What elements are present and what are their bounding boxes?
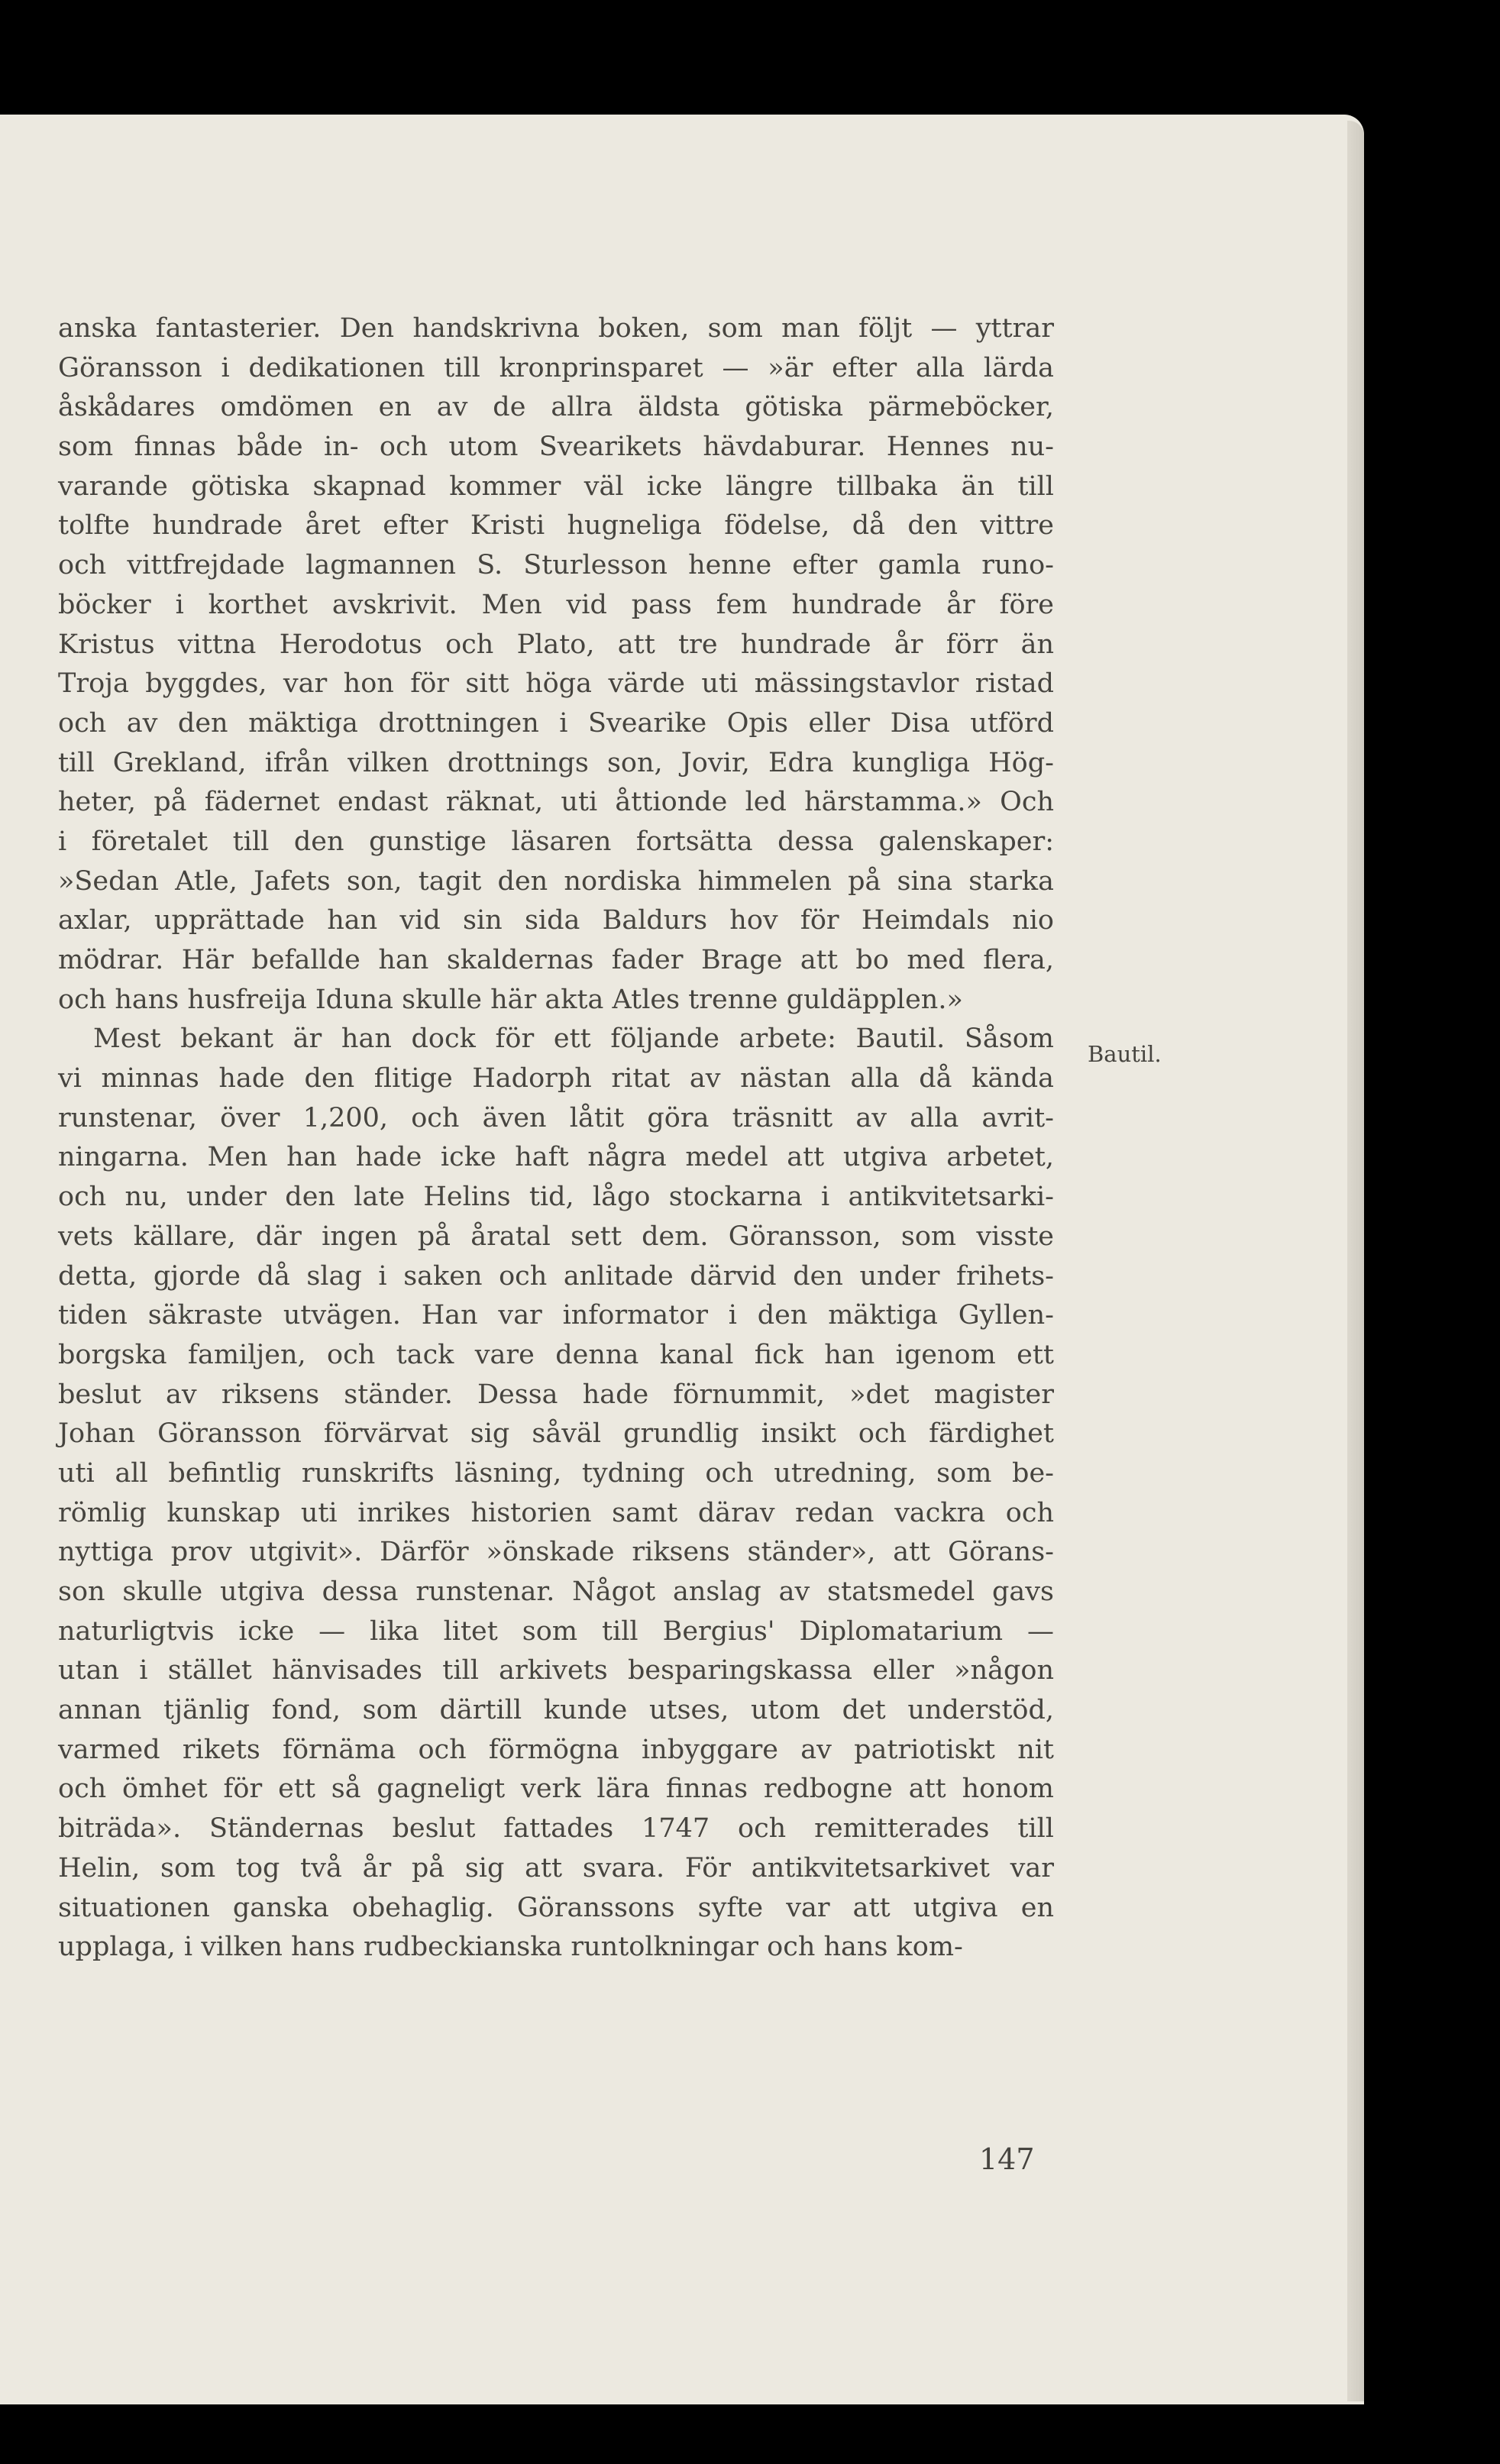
text-line: »Sedan Atle, Jafets son, tagit den nordiska himmelen på sina starka <box>58 865 1054 897</box>
text-line: upplaga, i vilken hans rudbeckianska runtolkningar och hans kom- <box>58 1932 963 1963</box>
text-line: heter, på fädernet endast räknat, uti åttionde led härstamma.» Och <box>58 787 1054 818</box>
text-line: axlar, upprättade han vid sin sida Baldurs hov för Heimdals nio <box>58 905 1054 936</box>
text-line: runstenar, över 1,200, och även låtit göra träsnitt av alla avrit- <box>58 1102 1054 1133</box>
text-line: detta, gjorde då slag i saken och anlitade därvid den under frihets- <box>58 1260 1054 1292</box>
text-line: son skulle utgiva dessa runstenar. Något anslag av statsmedel gavs <box>58 1576 1054 1607</box>
text-line: römlig kunskap uti inrikes historien samt därav redan vackra och <box>58 1497 1054 1528</box>
text-line: uti all befintlig runskrifts läsning, tydning och utredning, som be- <box>58 1457 1054 1489</box>
text-line: till Grekland, ifrån vilken drottnings son, Jovir, Edra kungliga Hög- <box>58 747 1054 778</box>
text-line: Helin, som tog två år på sig att svara. För antikvitetsarkivet var <box>58 1852 1054 1884</box>
text-line: böcker i korthet avskrivit. Men vid pass fem hundrade år före <box>58 589 1054 620</box>
text-line: naturligtvis icke — lika litet som till Bergius' Diplomatarium — <box>58 1615 1054 1647</box>
text-line: varande götiska skapnad kommer väl icke längre tillbaka än till <box>58 470 1054 502</box>
text-line: och ömhet för ett så gagneligt verk lära finnas redbogne att honom <box>58 1774 1054 1805</box>
text-line: Troja byggdes, var hon för sitt höga värde uti mässingstavlor ristad <box>58 668 1054 700</box>
text-line: varmed rikets förnäma och förmögna inbyggare av patriotiskt nit <box>58 1734 1054 1765</box>
text-line: ningarna. Men han hade icke haft några medel att utgiva arbetet, <box>58 1142 1054 1173</box>
margin-note: Bautil. <box>1088 1041 1162 1067</box>
text-line: vets källare, där ingen på åratal sett dem. Göransson, som visste <box>58 1221 1054 1252</box>
text-line: mödrar. Här befallde han skaldernas fader Brage att bo med flera, <box>58 945 1054 975</box>
text-line: biträda». Ständernas beslut fattades 1747 och remitterades till <box>58 1813 1054 1845</box>
text-line: och av den mäktiga drottningen i Svearike Opis eller Disa utförd <box>58 707 1054 739</box>
text-line: beslut av riksens ständer. Dessa hade förnummit, »det magister <box>58 1379 1054 1410</box>
text-line: och vittfrejdade lagmannen S. Sturlesson henne efter gamla runo- <box>58 550 1054 581</box>
text-line: åskådares omdömen en av de allra äldsta götiska pärmeböcker, <box>58 392 1054 423</box>
text-line: och hans husfreija Iduna skulle här akta Atles trenne guldäpplen.» <box>58 984 963 1015</box>
page-number: 147 <box>979 2142 1035 2176</box>
text-line: tolfte hundrade året efter Kristi hugneliga födelse, då den vittre <box>58 510 1054 542</box>
text-line: vi minnas hade den flitige Hadorph ritat av nästan alla då kända <box>58 1063 1054 1095</box>
text-line: som finnas både in- och utom Svearikets hävdaburar. Hennes nu- <box>58 432 1054 463</box>
text-line: anska fantasterier. Den handskrivna boken, som man följt — yttrar <box>58 313 1054 344</box>
text-line: situationen ganska obehaglig. Göranssons syfte var att utgiva en <box>58 1892 1054 1923</box>
text-line: och nu, under den late Helins tid, lågo stockarna i antikvitetsarki- <box>58 1182 1054 1213</box>
text-line: annan tjänlig fond, som därtill kunde utses, utom det understöd, <box>58 1695 1054 1726</box>
text-line: borgska familjen, och tack vare denna kanal fick han igenom ett <box>58 1339 1054 1370</box>
text-line: Kristus vittna Herodotus och Plato, att tre hundrade år förr än <box>58 629 1054 660</box>
text-line: nyttiga prov utgivit». Därför »önskade riksens ständer», att Görans- <box>58 1537 1054 1568</box>
text-line: Göransson i dedikationen till kronprinsparet — »är efter alla lärda <box>58 352 1054 383</box>
text-line: tiden säkraste utvägen. Han var informator i den mäktiga Gyllen- <box>58 1300 1054 1331</box>
page-edge <box>1347 121 1364 2401</box>
body-text <box>58 309 1054 1968</box>
text-line: Mest bekant är han dock för ett följande arbete: Bautil. Såsom <box>93 1023 1054 1055</box>
text-line: i företalet till den gunstige läsaren fortsätta dessa galenskaper: <box>58 826 1054 857</box>
text-line: utan i stället hänvisades till arkivets besparingskassa eller »någon <box>58 1655 1054 1686</box>
text-line: Johan Göransson förvärvat sig såväl grundlig insikt och färdighet <box>58 1418 1054 1450</box>
